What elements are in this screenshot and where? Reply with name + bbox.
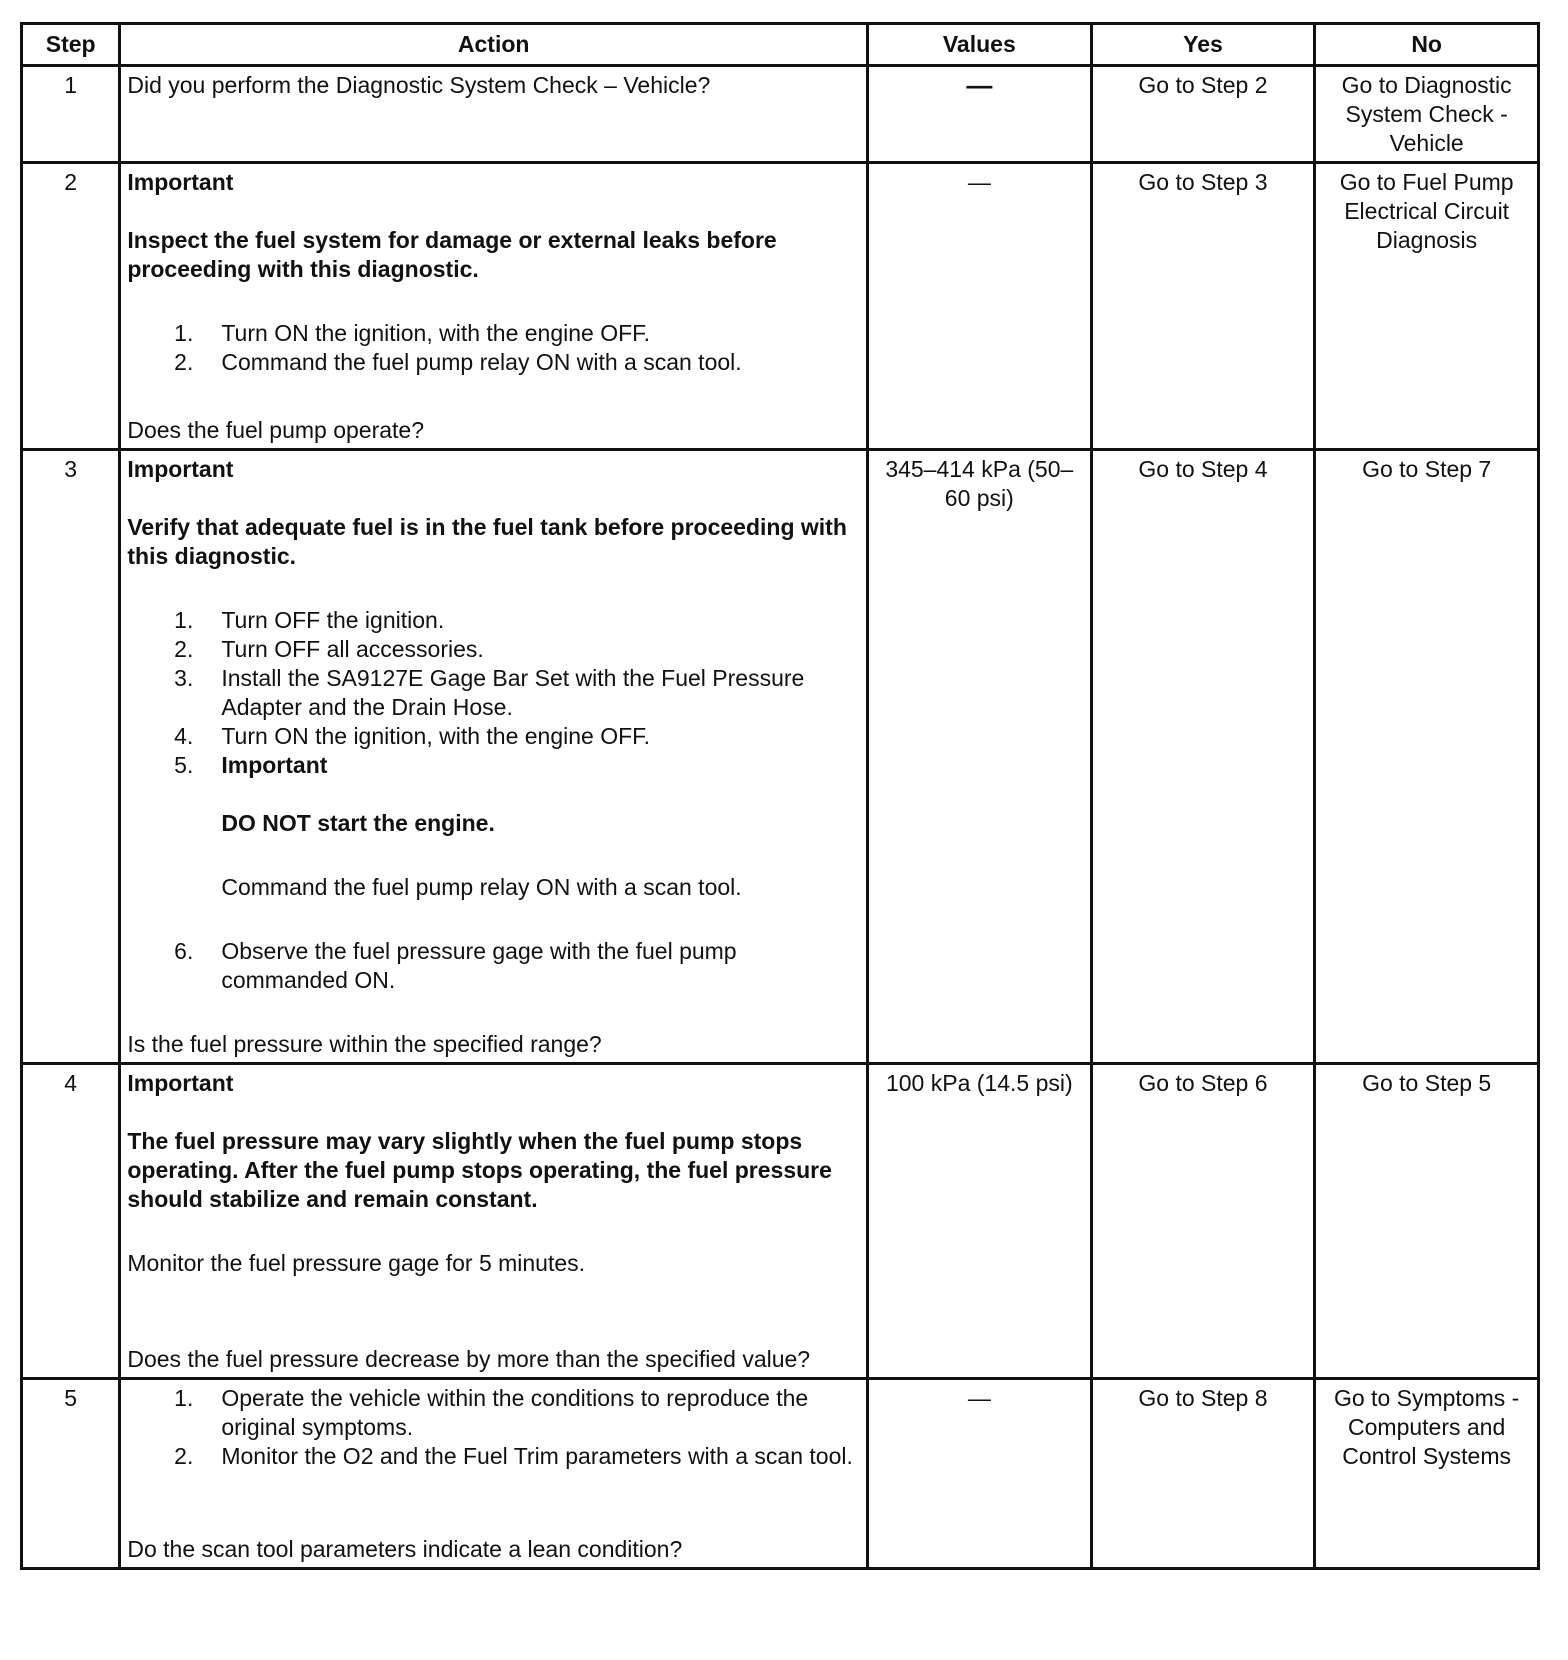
header-step: Step (22, 24, 120, 66)
action-cell (120, 163, 868, 450)
values-cell (867, 66, 1091, 163)
important-text: The fuel pressure may vary slightly when the fuel pump stops operating. After the fuel pump stops operating, the fuel pressure should stabilize and remain constant. (127, 1128, 832, 1212)
question-text: Does the fuel pump operate? (127, 417, 425, 443)
header-values: Values (867, 24, 1091, 66)
important-title: Important (127, 456, 234, 482)
header-yes: Yes (1091, 24, 1315, 66)
action-steps-list (127, 319, 860, 377)
action-cell (120, 450, 868, 1064)
values-text: — (966, 70, 993, 100)
values-cell: 100 kPa (14.5 psi) (867, 1064, 1091, 1379)
action-steps-list (127, 1384, 860, 1471)
step-number: 1 (22, 66, 120, 163)
important-text: Verify that adequate fuel is in the fuel tank before proceeding with this diagnostic. (127, 514, 847, 569)
header-no: No (1315, 24, 1539, 66)
list-item: 1. Operate the vehicle within the conditions to reproduce the original symptoms. (174, 1385, 809, 1440)
header-row (22, 24, 1539, 66)
question-text: Did you perform the Diagnostic System Check – Vehicle? (127, 72, 711, 98)
values-cell: — (867, 163, 1091, 450)
list-item: 1. Turn ON the ignition, with the engine OFF. (174, 320, 651, 346)
table-row (22, 1064, 1539, 1379)
values-cell: 345–414 kPa (50–60 psi) (867, 450, 1091, 1064)
values-cell: — (867, 1379, 1091, 1569)
list-item: 5. Important DO NOT start the engine. Command the fuel pump relay ON with a scan tool. (127, 751, 860, 937)
important-text: DO NOT start the engine. (221, 810, 495, 836)
no-cell: Go to Step 7 (1315, 450, 1539, 1064)
table-row (22, 163, 1539, 450)
table-row (22, 1379, 1539, 1569)
yes-cell: Go to Step 3 (1091, 163, 1315, 450)
question-text: Is the fuel pressure within the specified range? (127, 1031, 602, 1057)
action-steps-list (127, 606, 860, 995)
question-text: Do the scan tool parameters indicate a lean condition? (127, 1536, 683, 1562)
step-number: 3 (22, 450, 120, 1064)
list-item: 2. Turn OFF all accessories. (174, 636, 484, 662)
no-cell: Go to Step 5 (1315, 1064, 1539, 1379)
list-item: 4. Turn ON the ignition, with the engine OFF. (174, 723, 651, 749)
item-text: Command the fuel pump relay ON with a scan tool. (221, 874, 742, 900)
yes-cell: Go to Step 6 (1091, 1064, 1315, 1379)
list-item: 1. Turn OFF the ignition. (174, 607, 445, 633)
list-item: 3. Install the SA9127E Gage Bar Set with the Fuel Pressure Adapter and the Drain Hose. (174, 665, 805, 720)
header-action: Action (120, 24, 868, 66)
no-cell: Go to Diagnostic System Check - Vehicle (1315, 66, 1539, 163)
important-title: Important (221, 752, 328, 778)
question-text: Does the fuel pressure decrease by more than the specified value? (127, 1346, 811, 1372)
instruction-text: Monitor the fuel pressure gage for 5 minutes. (127, 1250, 586, 1276)
no-cell: Go to Symptoms - Computers and Control Systems (1315, 1379, 1539, 1569)
important-title: Important (127, 169, 234, 195)
action-cell (120, 1064, 868, 1379)
important-text: Inspect the fuel system for damage or external leaks before proceeding with this diagnostic. (127, 227, 777, 282)
list-item: 2. Monitor the O2 and the Fuel Trim parameters with a scan tool. (174, 1443, 853, 1469)
step-number: 5 (22, 1379, 120, 1569)
action-cell (120, 1379, 868, 1569)
step-number: 4 (22, 1064, 120, 1379)
important-title: Important (127, 1070, 234, 1096)
list-item: 2. Command the fuel pump relay ON with a scan tool. (174, 349, 742, 375)
yes-cell: Go to Step 4 (1091, 450, 1315, 1064)
list-item: 6. Observe the fuel pressure gage with the fuel pump commanded ON. (174, 938, 737, 993)
yes-cell: Go to Step 8 (1091, 1379, 1315, 1569)
action-cell (120, 66, 868, 163)
table-row (22, 450, 1539, 1064)
no-cell: Go to Fuel Pump Electrical Circuit Diagnosis (1315, 163, 1539, 450)
step-number: 2 (22, 163, 120, 450)
yes-cell: Go to Step 2 (1091, 66, 1315, 163)
table-row (22, 66, 1539, 163)
diagnostic-table (20, 22, 1540, 1570)
diagnostic-page (20, 22, 1540, 1570)
